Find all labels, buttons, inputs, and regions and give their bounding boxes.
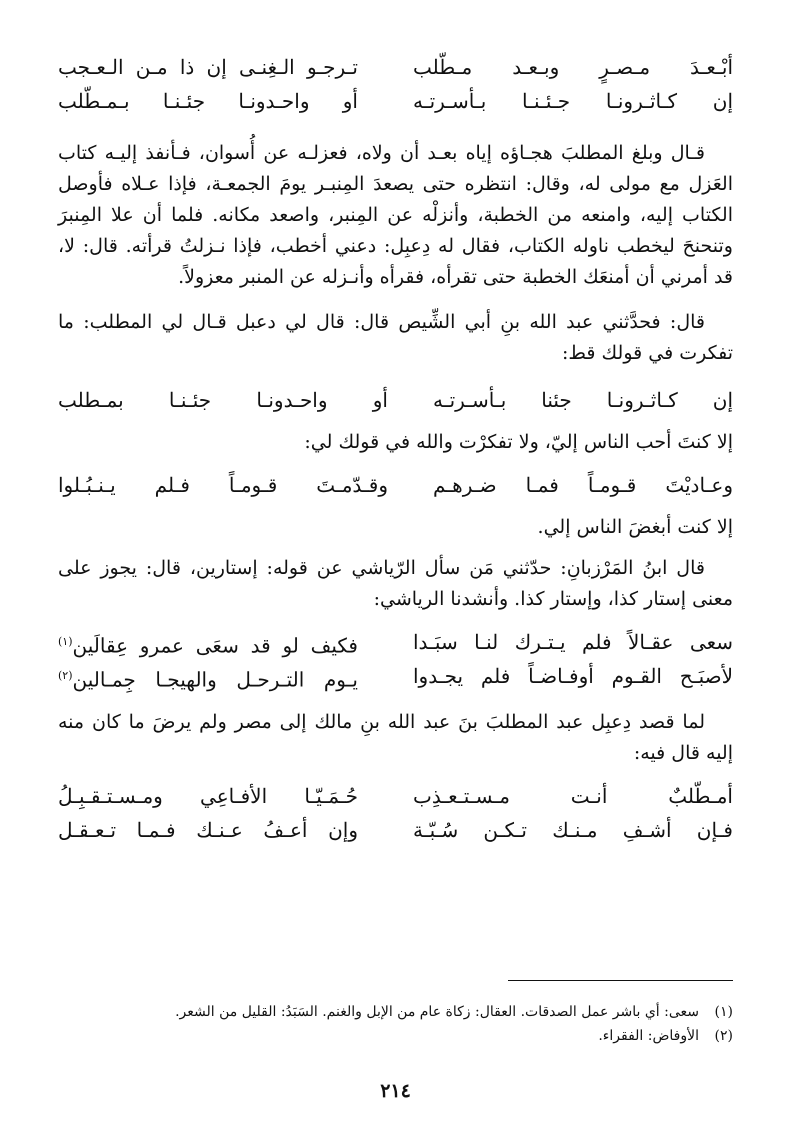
hemistich-right: وعـاديْتَ قـومـاً فمـا ضـرهـم — [433, 473, 733, 497]
hemistich-left — [58, 625, 358, 659]
verse-bottom-1 — [58, 779, 733, 813]
verse-bottom-2 — [58, 813, 733, 847]
hemistich-left: وقـدّمـتَ قـومـاً فـلم يـنـبُـلوا — [58, 473, 388, 497]
hemistich-left: أو واحـدونـا جئـنـا بـمـطّلب — [58, 89, 358, 113]
line-after-verse-2: إلا كنت أبغضَ الناس إلي. — [537, 516, 733, 538]
hemistich-left — [58, 659, 358, 693]
footnote-number: (٢) — [714, 1028, 733, 1044]
verse-riyashi-2 — [58, 659, 733, 693]
verse-quoted-1 — [58, 383, 733, 417]
hemistich-right: إن كـاثـرونـا جئنا بـأسـرتـه — [433, 388, 733, 412]
footnote-divider — [508, 980, 733, 981]
hemistich-left: أو واحـدونـا جئـنـا بمـطلب — [58, 388, 388, 412]
verse-top-1 — [58, 50, 733, 84]
hemistich-right: إن كـاثـرونـا جـئـنـا بـأسـرتـه — [413, 89, 733, 113]
hemistich-right: أمـطّلبٌ أنـت مـسـتـعـذِب — [413, 784, 733, 808]
footnote-text: الأوفاض: الفقراء. — [598, 1028, 699, 1044]
paragraph-marzuban: قال ابنُ المَرْزبانِ: حدّثني مَن سأل الرّياشي عن قوله: إستارين، قال: يجوز على معنى إستار كذا، وإستار كذا. وأنشدنا الرياشي: — [58, 557, 733, 610]
hemistich-left: تـرجـو الـغِنـى إن ذا مـن الـعـجب — [58, 55, 358, 79]
paragraph-dismissal: قـال وبلغ المطلبَ هجـاؤه إياه بعـد أن ولاه، فعزلـه عن أُسوان، فـأنفذ إليـه كتاب العَزل مع مولى له، وقال: انتظره حتى يصعدَ المِنبـر يومَ الجمعـة، فإذا عـلاه فأوصل الكتاب إليه، وامنعه من الخطبة، وأنزلْه عن المِنبر، واصعد مكانه. فلما أن علا المِنبرَ وتنحنحَ ليخطب ناوله الكتاب، فقال له دِعبِل: دعني أخطب، فإذا نـزلتُ قرأته. قال: لا، قد أمرني أن أمنعَك الخطبة حتى تقرأه، فقرأه وأنـزله عن المنبر معزولاً. — [58, 142, 733, 288]
hemistich-left: حُـمَـيّـا الأفـاعِي ومـسـتـقـبِـلُ — [58, 784, 358, 808]
paragraph-abi-shis: قال: فحدَّثني عبد الله بنِ أبي الشِّيص قال: قال لي دعبل قـال لي المطلب: ما تفكرت في قولك قط: — [58, 311, 733, 364]
hemistich-right: فـإن أشـفِ مـنـك تـكـن سُـبّـة — [413, 818, 733, 842]
line-after-verse-1: إلا كنتَ أحب الناس إليّ، ولا تفكرْت والله في قولك لي: — [304, 431, 733, 453]
footnote-text: سعى: أي باشر عمل الصدقات. العقال: زكاة عام من الإبل والغنم. السَبَدُ: القليل من الشعر. — [175, 1004, 699, 1020]
footnote-1 — [58, 1000, 733, 1024]
footnote-mark: (٢) — [58, 669, 73, 682]
hemistich-text: يـوم التـرحـل والهيجـا جِمـالين — [72, 667, 358, 692]
hemistich-right: أبْـعـدَ مـصـرٍ وبـعـد مـطّلب — [413, 55, 733, 79]
page-body — [58, 50, 733, 1136]
footnote-number: (١) — [714, 1004, 733, 1020]
page-number: ٢١٤ — [380, 1080, 411, 1102]
hemistich-left: وإن أعـفُ عـنـك فـمـا تـعـقـل — [58, 818, 358, 842]
hemistich-right: سعى عقـالاً فلم يـتـرك لنـا سبَـدا — [413, 630, 733, 654]
footnotes — [58, 1000, 733, 1048]
paragraph-dibil-egypt: لما قصد دِعبِل عبد المطلبَ بنَ عبد الله بنِ مالك إلى مصر ولم يرضَ ما كان منه إليه قال فيه: — [58, 711, 733, 764]
verse-top-2 — [58, 84, 733, 118]
hemistich-text: فكيف لو قد سعَى عمرو عِقالَين — [72, 633, 358, 658]
footnote-2 — [58, 1024, 733, 1048]
footnote-mark: (١) — [58, 635, 73, 648]
verse-quoted-2 — [58, 468, 733, 502]
hemistich-right: لأصبَـح القـوم أوفـاضـاً فلم يجـدوا — [413, 664, 733, 688]
verse-riyashi-1 — [58, 625, 733, 659]
